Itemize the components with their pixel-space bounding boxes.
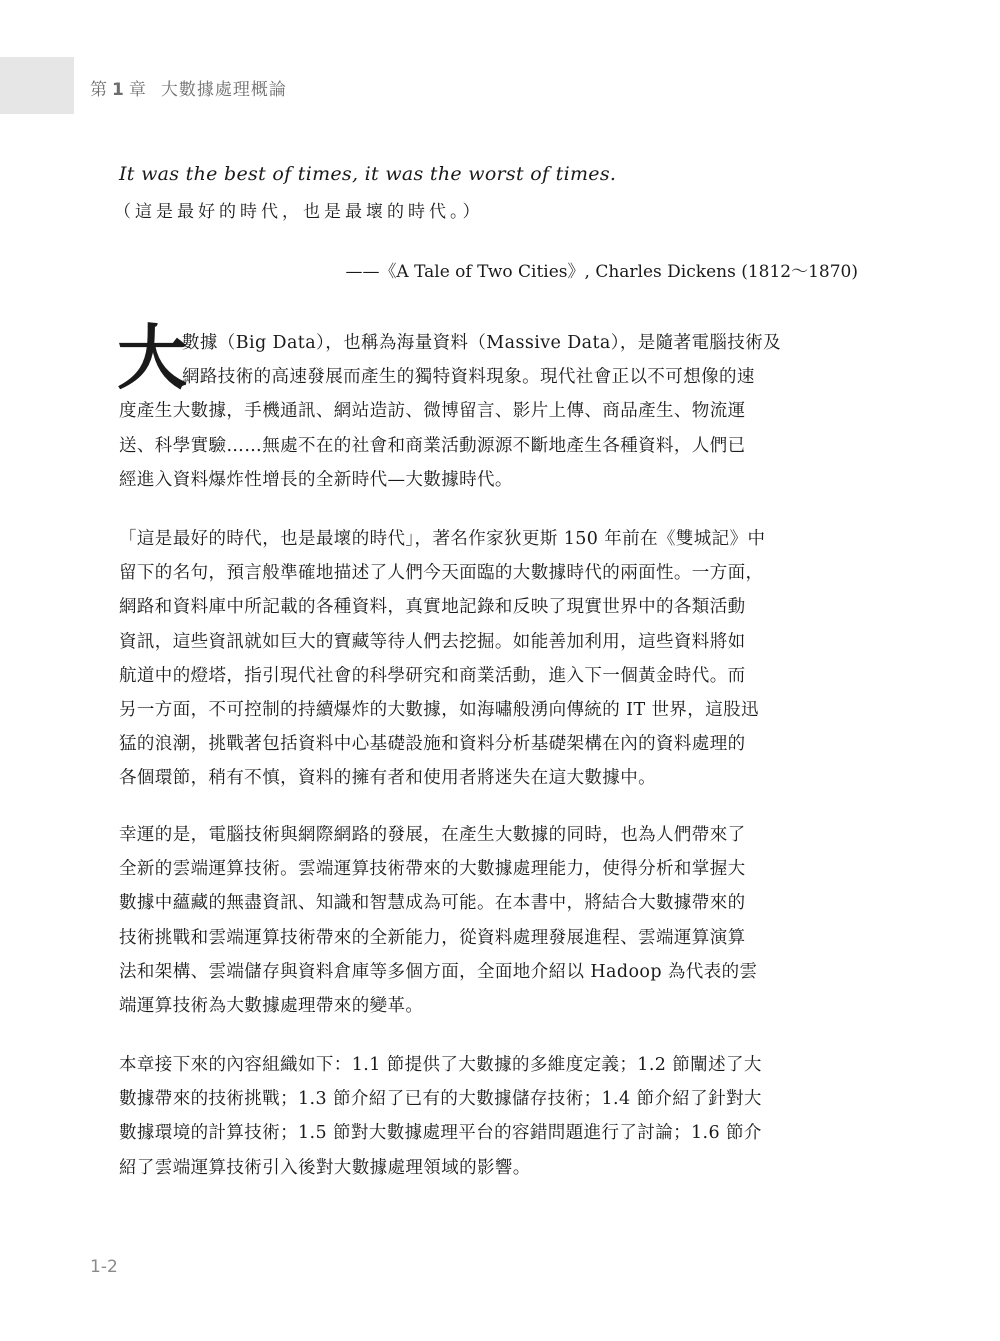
paragraph-line: 航道中的燈塔，指引現代社會的科學研究和商業活動，進入下一個黃金時代。而 xyxy=(119,665,746,686)
drop-cap: 大 xyxy=(117,316,187,399)
paragraph-line: 網路和資料庫中所記載的各種資料，真實地記錄和反映了現實世界中的各類活動 xyxy=(119,597,746,618)
paragraph-line: 「這是最好的時代，也是最壞的時代」，著名作家狄更斯 150 年前在《雙城記》中 xyxy=(119,529,766,549)
epigraph-english: It was the best of times, it was the worst of times. xyxy=(119,163,617,185)
paragraph-line: 法和架構、雲端儲存與資料倉庫等多個方面，全面地介紹以 Hadoop 為代表的雲 xyxy=(119,961,758,982)
paragraph-line: 網路技術的高速發展而產生的獨特資料現象。現代社會正以不可想像的速 xyxy=(182,367,755,388)
paragraph-line: 端運算技術為大數據處理帶來的變革。 xyxy=(119,996,424,1017)
paragraph-line: 數據（Big Data），也稱為海量資料（Massive Data），是隨著電腦技術及 xyxy=(182,333,781,353)
paragraph-line: 數據中蘊藏的無盡資訊、知識和智慧成為可能。在本書中，將結合大數據帶來的 xyxy=(119,893,746,914)
paragraph-line: 幸運的是，電腦技術與網際網路的發展，在產生大數據的同時，也為人們帶來了 xyxy=(119,825,746,845)
page-number: 1-2 xyxy=(90,1257,118,1277)
paragraph-line: 經進入資料爆炸性增長的全新時代—大數據時代。 xyxy=(119,469,513,490)
epigraph-chinese: （這是最好的時代，也是最壞的時代。） xyxy=(114,202,484,222)
paragraph-line: 數據帶來的技術挑戰；1.3 節介紹了已有的大數據儲存技術；1.4 節介紹了針對大 xyxy=(119,1089,762,1110)
chapter-suffix: 章 xyxy=(128,80,147,100)
paragraph-line: 本章接下來的內容組織如下：1.1 節提供了大數據的多維度定義；1.2 節闡述了大 xyxy=(119,1055,762,1075)
paragraph-cloud xyxy=(119,818,857,1023)
paragraph-line: 資訊，這些資訊就如巨大的寶藏等待人們去挖掘。如能善加利用，這些資料將如 xyxy=(119,631,746,652)
chapter-tab xyxy=(0,57,74,114)
chapter-prefix: 第 xyxy=(90,80,108,100)
paragraph-dickens xyxy=(119,522,857,796)
paragraph-line: 數據環境的計算技術；1.5 節對大數據處理平台的容錯問題進行了討論；1.6 節介 xyxy=(119,1123,762,1144)
running-header xyxy=(90,75,287,100)
paragraph-line: 另一方面，不可控制的持續爆炸的大數據，如海嘯般湧向傳統的 IT 世界，這股迅 xyxy=(119,700,759,721)
paragraph-line: 全新的雲端運算技術。雲端運算技術帶來的大數據處理能力，使得分析和掌握大 xyxy=(119,859,746,880)
paragraph-line: 猛的浪潮，挑戰著包括資料中心基礎設施和資料分析基礎架構在內的資料處理的 xyxy=(119,734,746,755)
paragraph-line: 技術挑戰和雲端運算技術帶來的全新能力，從資料處理發展進程、雲端運算演算 xyxy=(119,927,746,948)
paragraph-line: 各個環節，稍有不慎，資料的擁有者和使用者將迷失在這大數據中。 xyxy=(119,768,656,789)
paragraph-intro xyxy=(119,326,857,497)
chapter-number: 1 xyxy=(112,80,125,100)
paragraph-line: 紹了雲端運算技術引入後對大數據處理領域的影響。 xyxy=(119,1157,531,1178)
paragraph-line: 度產生大數據，手機通訊、網站造訪、微博留言、影片上傳、商品產生、物流運 xyxy=(119,401,746,422)
paragraph-outline xyxy=(119,1048,857,1185)
epigraph-attribution: ——《A Tale of Two Cities》, Charles Dickens (1812～1870) xyxy=(345,262,858,282)
chapter-title: 大數據處理概論 xyxy=(160,80,287,100)
paragraph-line: 送、科學實驗……無處不在的社會和商業活動源源不斷地產生各種資料，人們已 xyxy=(119,435,746,456)
paragraph-line: 留下的名句，預言般準確地描述了人們今天面臨的大數據時代的兩面性。一方面， xyxy=(119,563,764,584)
